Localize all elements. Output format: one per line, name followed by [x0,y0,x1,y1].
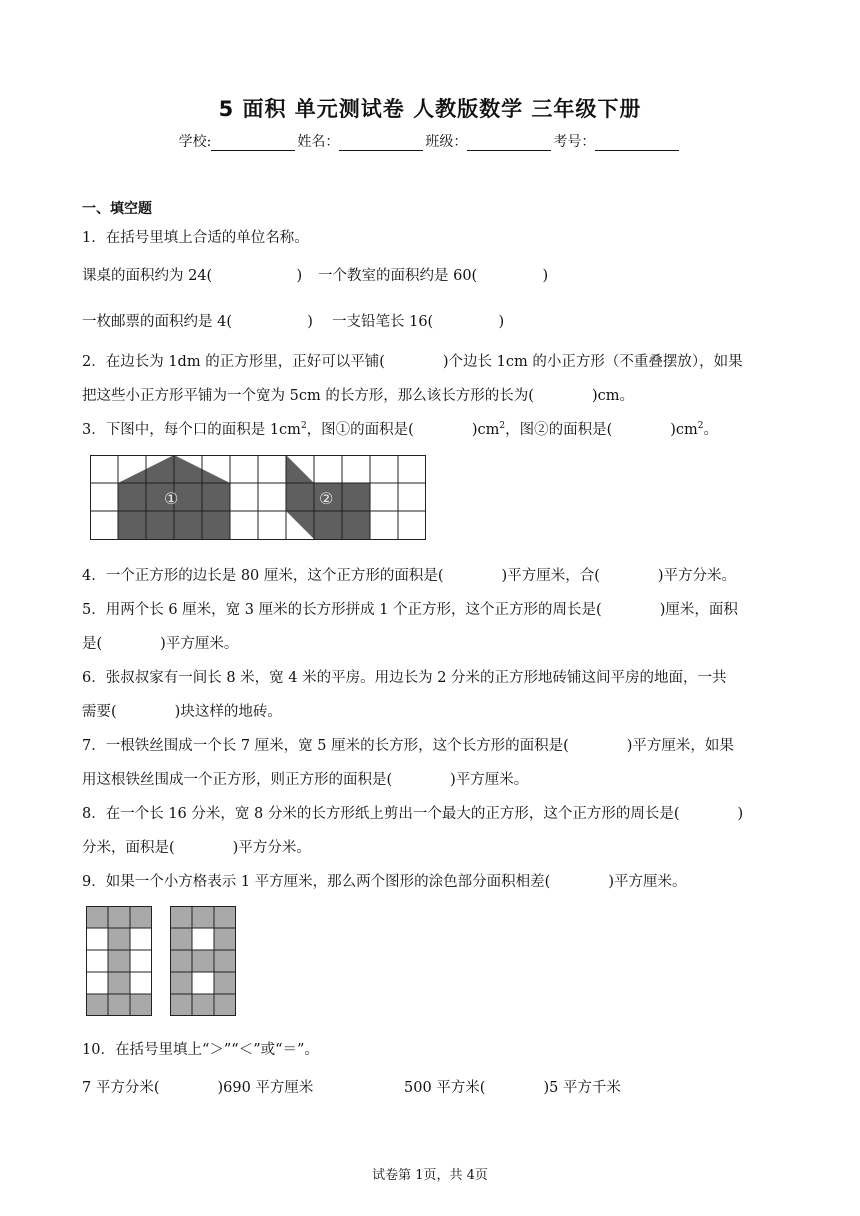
page-footer: 试卷第 1页，共 4页 [372,1168,488,1183]
superscript: 2 [697,421,704,432]
question-1b [318,264,548,285]
question-4: 4．一个正方形的边长是 80 厘米，这个正方形的面积是( )平方厘米，合( )平方分米。 [82,568,737,584]
class-field[interactable] [467,136,551,151]
school-label: 学校: [178,134,212,150]
question-3-text [82,418,782,439]
question-1c-text: 一枚邮票的面积约是 4( [82,314,232,330]
question-10b: 500 平方米( )5 平方千米 [404,1080,621,1096]
exam-no-field[interactable] [595,136,679,151]
question-7-line-1: 7．一根铁丝围成一个长 7 厘米，宽 5 厘米的长方形，这个长方形的面积是( )平方厘米，如果 [82,738,734,754]
question-7-line-2: 用这根铁丝围成一个正方形，则正方形的面积是( )平方厘米。 [82,772,529,788]
name-field[interactable] [339,136,423,151]
question-1c [82,310,313,331]
question-1a [82,264,302,285]
bracket-close: ) [296,268,303,284]
name-label: 姓名： [297,134,340,150]
question-3-grid-figure [90,455,426,541]
question-9-figures [86,906,238,1016]
question-2-line-2: 把这些小正方形平铺为一个宽为 5cm 的长方形，那么该长方形的长为( )cm。 [82,388,634,404]
question-9: 9．如果一个小方格表示 1 平方厘米，那么两个图形的涂色部分面积相差( )平方厘米。 [82,874,687,890]
question-1-stem: 1．在括号里填上合适的单位名称。 [82,230,309,246]
question-6-line-2: 需要( )块这样的地砖。 [82,704,282,720]
bracket-close: ) [307,314,313,330]
question-5-line-1: 5．用两个长 6 厘米，宽 3 厘米的长方形拼成 1 个正方形，这个正方形的周长是( )厘米，面积 [82,602,738,618]
shape-2-label: ② [319,489,334,508]
superscript: 2 [499,421,506,432]
bracket-close: ) [498,314,505,330]
superscript: 2 [300,421,307,432]
question-1d [332,310,504,331]
section-heading: 一、填空题 [82,201,152,217]
figure-right [170,906,236,1016]
question-8-line-1: 8．在一个长 16 分米，宽 8 分米的长方形纸上剪出一个最大的正方形，这个正方形的周长是( ) [82,806,744,822]
question-1b-text: 一个教室的面积约是 60( [318,268,478,284]
shape-1-label: ① [164,489,179,508]
class-label: 班级： [425,134,468,150]
question-6-line-1: 6．张叔叔家有一间长 8 米，宽 4 米的平房。用边长为 2 分米的正方形地砖铺这间平房的地面，一共 [82,670,727,686]
student-info-row [0,131,860,151]
exam-no-label: 考号： [553,134,596,150]
q3-part: 。 [703,422,719,438]
question-5-line-2: 是( )平方厘米。 [82,636,239,652]
question-10-stem: 10．在括号里填上“＞”“＜”或“＝”。 [82,1042,319,1058]
figure-left [86,906,152,1016]
page-title: 5 面积 单元测试卷 人教版数学 三年级下册 [218,97,642,121]
school-field[interactable] [211,136,295,151]
question-1a-text: 课桌的面积约为 24( [82,268,213,284]
q3-part: 3．下图中，每个口的面积是 1cm [82,422,301,438]
question-10a: 7 平方分米( )690 平方厘米 [82,1080,314,1096]
q3-part: ，图①的面积是( )cm [306,422,500,438]
question-8-line-2: 分米，面积是( )平方分米。 [82,840,311,856]
bracket-close: ) [542,268,549,284]
question-1d-text: 一支铅笔长 16( [332,314,434,330]
q3-part: ，图②的面积是( )cm [505,422,698,438]
question-2-line-1: 2．在边长为 1dm 的正方形里，正好可以平铺( )个边长 1cm 的小正方形（不重叠摆放），如果 [82,354,743,370]
